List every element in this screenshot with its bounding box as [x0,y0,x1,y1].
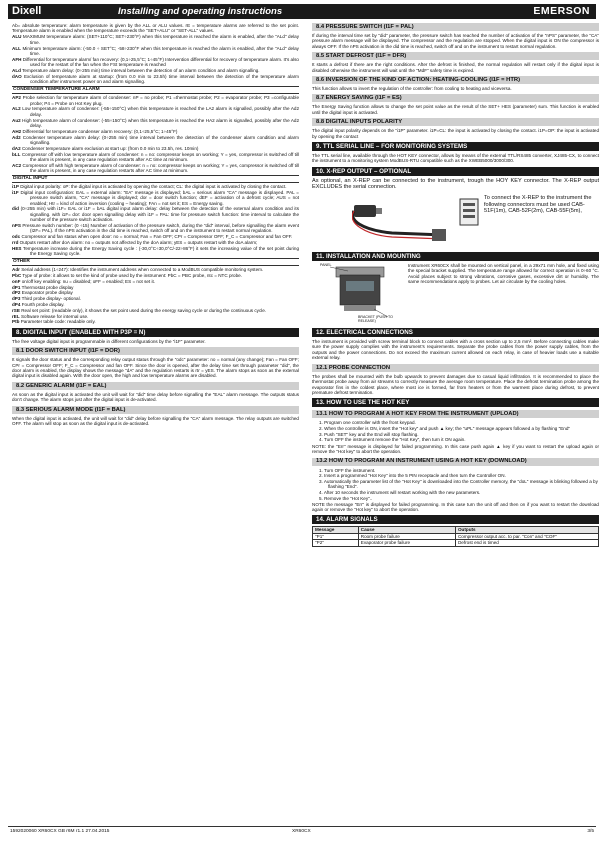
list-item: 3. Push "SET" key and the End will stop flashing. [319,431,419,437]
page-footer [8,826,596,836]
parameter-code: rEL [12,313,20,319]
parameter-description: Condenser temperature alarm delay: (0÷255 min) time interval between the detection of the condenser alarm condition and alarm signalling. [22,134,299,145]
table-row [313,540,599,546]
parameter-entry [12,290,299,295]
intro-text: Ab= absolute temperature: alarm temperature is given by the ALL or ALU values. rE = temperature alarms are referred to the set point. Temperature alarm is enabled when the temperature exceeds the "SET+ALU" or "SET-ALL" values. [12,23,299,34]
bracket-label: BRACKET (PUSH TO RELEASE) [358,315,393,324]
other-parameter-list [12,267,299,325]
section-8-7-text: The Energy Saving function allows to change the set point value as the result of the SET+ HES (parameter) sum. This function is enabled until the digital input is activated. [312,104,599,115]
panel-label: PANEL [320,263,332,268]
parameter-description: Compressor off with high temperature alarm of condenser: n = no: compressor keeps on working; Y = yes, compressor is switched off till the alarm is present, in any case regulation restarts after AC time at minimum. [22,162,299,174]
parameter-code: AP2 [12,95,21,101]
parameter-entry [12,206,299,222]
parameter-entry [12,146,299,151]
parameter-entry [12,223,299,234]
parameter-code: PbC [12,272,22,278]
parameter-description: Software release for internal use. [20,313,89,319]
parameter-code: Ptb [12,319,20,325]
parameter-entry [12,314,299,319]
section-12-heading: 12. ELECTRICAL CONNECTIONS [312,328,599,337]
section-12-1-heading: 12.1 PROBE CONNECTION [312,364,599,372]
parameter-description: Temperature increase during the Energy Saving cycle : (-30,0°C÷30,0°C/-22÷86°F) it sets the increasing value of the set point during the Energy Saving cycle. [23,245,299,257]
parameter-entry [12,129,299,134]
list-item: 5. Remove the "Hot Key".. [319,495,373,501]
footer-doc-code: 1592020060 XR60CX GB r6M r1.1 27.04.2015 [10,829,110,834]
parameter-entry [12,46,299,57]
section-13-2-heading: 13.2 HOW TO PROGRAM AN INSTRUMENT USING A HOT KEY (DOWNLOAD) [312,458,599,466]
parameter-code: ALd [12,68,21,74]
parameter-entry [12,246,299,257]
section-8-6-text: This function allows to invert the regulation of the controller: from cooling to heating and viceversa. [312,86,512,92]
alarm-parameter-list [12,34,299,84]
list-item: 1. Turn OFF the instrument. [319,467,376,473]
list-item: 3. Automatically the parameter list of the "Hot Key" is downloaded into the Controller memory, the "doL" message is blinking followed a by flashing "End". [319,479,598,490]
table-cell: Room probe failure [358,533,455,539]
parameter-description: Low temperature alarm of condenser: (-55÷150°C) when this temperature is reached the LA2 alarm is signalled, possibly after the Ad2 delay. [22,106,299,117]
parameter-code: onF [12,278,21,284]
parameter-code: i1F [12,189,19,195]
section-9-text: The TTL serial line, available through the HOT KEY connector, allows by means of the external TTL/RS485 converter, XJ485-CX, to connect the instrument to a monitoring system ModBUS-RTU compatible such as the XWEB5000/3000/300. [312,153,599,164]
section-8-5-heading: 8.5 START DEFROST (I1F = DFR) [312,52,599,60]
condenser-alarm-heading: CONDENSER TEMPERATURE ALARM [12,86,299,94]
table-cell: "P2" [313,540,359,546]
parameter-description: Fourth probe display. [21,301,65,307]
parameter-code: dAO [12,73,22,79]
list-item: 1. Program one controller with the front keypad. [319,420,416,426]
parameter-entry [12,57,299,68]
parameter-code: AFH [12,56,22,62]
list-item: 4. Turn OFF the instrument remove the "Hot Key", then turn it ON again. [319,437,466,443]
parameter-entry [12,308,299,313]
cable-plug-body [354,205,376,217]
parameter-entry [12,68,299,73]
parameter-description: Compressor off with low temperature alarm of condenser: n = no: compressor keeps on working; Y = yes, compressor is switched off till the alarm is present, in any case regulation restarts after AC time at minimum. [21,151,299,162]
parameter-code: dP3 [12,296,21,302]
section-8-7-heading: 8.7 ENERGY SAVING (I1F = ES) [312,94,599,102]
parameter-code: odc [12,234,21,240]
upload-note: NOTE: the "Err" message is displayed for failed programming. In this case push again ▲ key if you want to restart the upload again or remove the "Hot key" to abort the operation. [312,443,599,455]
alarm-signals-table [312,526,599,546]
parameter-entry [12,267,299,272]
panel-mounting-illustration [318,263,402,323]
parameter-entry [12,34,299,45]
brand-logo-dixell: Dixell [12,5,42,17]
list-item: 4. After 10 seconds the instrument will restart working with the new parameters. [319,490,481,496]
footer-page-number: 3/5 [587,829,594,834]
installation-figure [312,263,599,325]
parameter-description: on/off key enabling: nu = disabled; oFF = enabled; ES = not set it. [21,278,156,284]
parameter-description: Outputs restart after doA alarm: no = outputs not affected by the doA alarm; yES = outputs restart with the doA alarm; [19,240,258,246]
cable-terminal [432,229,446,241]
parameter-description: Serial address (1÷247): Identifies the instrument address when connected to a ModBUS compatible monitoring system. [21,267,264,273]
section-8-1-text: It signals the door status and the corresponding relay output status through the "odc" parameter: no = normal (any change); Fan = Fan OFF; CPr = Compressor OFF; F_C = Compressor and fan OFF. Since the door is opened, after the delay time set through parameter "did", the door alarm is enabled, the display shows the message "dA" and the regulation restarts is rtr = yES. The alarm stops as soon as the external digital input is disabled again. With the door open, the high and low temperature alarms are disabled. [12,357,299,379]
parameter-description: MAXIMUM temperature alarm: (SET+110°C; SET÷230°F) when this temperature is reached the alarm is enabled, after the "ALd" delay time. [22,34,299,45]
parameter-code: AC2 [12,162,22,168]
parameter-description: Real set point: (readable only), it shows the set point used during the energy saving cycle or during the continuous cycle. [21,307,267,313]
page-header [8,4,596,19]
parameter-code: did [12,206,19,212]
mounting-bracket [344,305,376,311]
section-8-4-text: If during the interval time set by "did" parameter, the pressure switch has reached the number of activation of the "nPS" parameter, the "CA" pressure alarm message will be displayed. The compressor and the regulation are stopped. When the digital input is ON the compressor is always OFF. If the nPS activation in the did time is reached, switch off and on the instrument to restart normal regulation. [312,33,599,49]
parameter-description: Differential for temperature alarm/ fan recovery: (0,1÷25,5°C; 1÷45°F) Intervention differential for recovery of temperature alarm. It's also used for the restart of the fan when the FSt temperature is reached [22,56,299,68]
section-11-heading: 11. INSTALLATION AND MOUNTING [312,252,599,261]
parameter-description: Exclusion of temperature alarm at startup: (from 0.0 min to 23.5h) time interval between the detection of the temperature alarm condition after instrument power on and alarm signalling. [23,73,299,85]
parameter-description: Digital input configuration: EAL = external alarm: "EA" message is displayed; bAL = serious alarm "CA" message is displayed. PAL = pressure switch alarm, "CA" message is displayed; dor = door switch function; dEF = activation of a defrost cycle; AUS = not enabled; Htr = kind of action inversion (cooling – heating); FAn = not set it; ES = Energy saving. [20,189,299,206]
section-8-2-text: As soon as the digital input is activated the unit will wait for "did" time delay before signalling the "EAL" alarm message. The outputs status don't change. The alarm stops just after the digital input is de-activated. [12,391,299,403]
table-cell: "P1" [313,533,359,539]
parameter-description: Type of probe: it allows to set the kind of probe used by the instrument: PbC = PBC probe, ntc = NTC probe. [22,272,242,278]
section-8-6-heading: 8.6 INVERSION OF THE KIND OF ACTION: HEATING-COOLING (I1F = HTR) [312,76,599,84]
xrep-connection-figure [312,193,599,249]
parameter-description: Probe selection for temperature alarm of condenser: nP = no probe; P1 =thermostat probe; P2 = evaporator probe; P3 =configurable probe; P4 = Probe on Hot Key plug. [22,95,299,106]
download-note: NOTE the message "Err" is displayed for failed programming. In this case turn the unit off and then on if you want to restart the download again or remove the "Hot key" to abort the operation. [312,501,599,512]
parameter-entry [12,285,299,290]
parameter-entry [12,279,299,284]
parameter-code: dP4 [12,301,21,307]
parameter-entry [12,234,299,239]
section-10-heading: 10. X-REP OUTPUT – OPTIONAL [312,167,599,176]
parameter-description: Thermostat probe display [21,284,74,290]
parameter-code: HES [12,245,22,251]
parameter-entry [12,273,299,278]
list-item: 2. When the controller is ON, insert the "Hot key" and push ▲ key; the "uPL" message appears followed a by flashing "End" [319,426,571,432]
instrument-display [346,281,374,291]
parameter-code: nPS [12,223,21,229]
xrep-connector-note: To connect the X-REP to the instrument the following connectors must be used CAB-51F(1m), CAB-52F(2m), CAB-55F(5m), [484,195,592,215]
section-8-3-heading: 8.3 SERIOUS ALARM MODE (I1F = BAL) [12,406,299,414]
section-11-text: Instrument XR60CX shall be mounted on vertical panel, in a 29x71 mm hole, and fixed using the special bracket supplied. The temperature range allowed for correct operation is 0÷60 °C. Avoid places subject to strong vibrations, corrosive gases, excessive dirt or humidity. The same recommendations apply to probes. Let air circulate by the cooling holes. [408,263,599,285]
parameter-entry [12,163,299,174]
parameter-entry [12,95,299,106]
right-column [312,23,599,823]
parameter-description: Compressor and fan status when open door: no = normal; Fan = Fan OFF; CPr = Compressor OFF; F_C = Compressor and fan OFF. [21,234,293,240]
section-8-5-text: It starts a defrost if there are the right conditions. After the defrost is finished, the normal regulation will restart only if the digital input is disabled otherwise the instrument will wait until the "MdF" safety time is expired. [312,62,599,73]
brand-logo-emerson: EMERSON [533,5,590,17]
footer-model: XR60CX [292,829,311,834]
parameter-code: AH2 [12,128,22,134]
section-13-heading: 13. HOW TO USE THE HOT KEY [312,398,599,407]
table-cell: Defrost end is timed [455,540,598,546]
parameter-entry [12,74,299,85]
parameter-description: (0÷255 min) with i1F= EAL or i1F = bAL digital input alarm delay: delay between the detection of the external alarm condition and its signalling. with i1F= dor: door open signalling delay with i1F = PAL: time for pressure switch function: time interval to calculate the number of the pressure switch activation. [20,206,299,223]
upload-steps-list [312,420,599,443]
parameter-description: Parameter table code: readable only. [20,319,96,325]
parameter-entry [12,135,299,146]
column-header: Cause [358,527,455,533]
parameter-code: Adr [12,267,20,273]
other-heading: OTHER [12,258,299,266]
section-8-3-text: When the digital input is activated, the unit will wait for "did" delay before signalling the "CA" alarm message. The relay outputs are switched OFF. The alarm will stop as soon as the digital input is de-activated. [12,415,299,426]
section-8-4-heading: 8.4 PRESSURE SWITCH (I1F = PAL) [312,23,599,31]
parameter-description: Digital input polarity: oP: the digital input is activated by opening the contact; CL: the digital input is activated by closing the contact. [20,184,287,190]
parameter-code: AL2 [12,106,21,112]
parameter-entry [12,106,299,117]
parameter-code: ALL [12,45,21,51]
section-8-2-heading: 8.2 GENERIC ALARM (I1F = EAL) [12,382,299,390]
parameter-entry [12,118,299,129]
parameter-entry [12,184,299,189]
xrep-cable-illustration [352,195,448,245]
parameter-code: Au2 [12,117,21,123]
cable-plug-tip [376,208,382,214]
parameter-entry [12,296,299,301]
parameter-code: dP2 [12,290,21,296]
parameter-description: Temperature alarm delay: (0÷255 min) time interval between the detection of an alarm condition and alarm signalling. [22,68,260,74]
parameter-description: High temperature alarm of condenser: (-55÷150°C) when this temperature is reached the HA2 alarm is signalled, possibly after the Ad2 delay. [22,117,299,128]
parameter-code: rSE [12,307,20,313]
parameter-entry [12,190,299,206]
parameter-description: Differential for temperature condenser alarm recovery: (0,1÷25,5°C; 1÷45°F) [22,128,178,134]
section-8-heading: 8. DIGITAL INPUT (ENABLED WITH P3P = N) [12,328,299,337]
section-8-8-heading: 8.8 DIGITAL INPUTS POLARITY [312,118,599,126]
parameter-entry [12,319,299,324]
table-cell: Evaporator probe failure [358,540,455,546]
section-9-heading: 9. TTL SERIAL LINE – FOR MONITORING SYSTEMS [312,142,599,151]
column-header: Message [313,527,359,533]
section-8-text: The free voltage digital input is programmable in different configurations by the "i1F" parameter. [12,338,206,344]
section-8-8-text: The digital input polarity depends on the "i1P" parameter. i1P=CL: the input is activated by closing the contact. i1P=OP: the input is activated by opening the contact [312,128,599,139]
parameter-description: Evaporator probe display [21,290,73,296]
xrep-connector-icon [458,197,480,227]
section-13-1-heading: 13.1 HOW TO PROGRAM A HOT KEY FROM THE INSTRUMENT (UPLOAD) [312,410,599,418]
parameter-entry [12,152,299,163]
parameter-code: dA2 [12,145,21,151]
parameter-code: rrd [12,240,19,246]
condenser-parameter-list [12,95,299,173]
header-title: Installing and operating instructions [118,6,283,17]
digital-input-heading: DIGITAL INPUT [12,175,299,183]
list-item: 2. Insert a programmed "Hot Key" into the 5 PIN receptacle and then turn the Controller ON. [319,473,506,479]
parameter-description: Condenser temperature alarm exclusion at start up: (from 0.0 min to 23.5h, res. 10min) [21,145,199,151]
section-8-1-heading: 8.1 DOOR SWITCH INPUT (I1F = DOR) [12,347,299,355]
parameter-description: Pressure switch number: (0 ÷15) Number of activation of the pressure switch, during the "did" interval, before signalling the alarm event (I2F= PAL). If the nPS activation in the did time is reached, switch off and on the instrument to restart normal regulation. [22,223,299,234]
section-12-1-text: The probes shall be mounted with the bulb upwards to prevent damages due to casual liquid infiltration. It is recommended to place the thermostat probe away from air streams to correctly measure the average room temperature. Place the defrost termination probe among the evaporator fins in the coldest place, where most ice is formed, far from heaters or from the warmest place during defrost, to prevent premature defrost termination. [312,373,599,395]
parameter-code: dP1 [12,284,21,290]
download-steps-list [312,468,599,502]
parameter-description: Third probe display- optional. [21,296,81,302]
parameter-code: i1P [12,184,19,190]
parameter-entry [12,240,299,245]
parameter-description: Minimum temperature alarm: (-50.0 ÷ SET°C; -58÷230°F when this temperature is reached the alarm is enabled, after the "ALd" delay time. [22,45,299,57]
parameter-code: Ad2 [12,134,21,140]
left-column [12,23,299,823]
section-10-text: As optional, an X-REP can be connected to the instrument, trough the HOY KEY connector. The X-REP output EXCLUDES the serial connection. [312,177,599,191]
section-14-heading: 14. ALARM SIGNALS [312,515,599,524]
parameter-entry [12,302,299,307]
table-cell: Compressor output acc. to par. "Con" and "COF" [455,533,598,539]
digital-input-parameter-list [12,184,299,257]
column-header: Outputs [455,527,598,533]
section-12-text: The instrument is provided with screw terminal block to connect cables with a cross section up to 2,5 mm². Before connecting cables make sure the power supply complies with the instrument's requirements. Separate the probe cables from the power supply cables, from the outputs and the power connections. Do not exceed the maximum current allowed on each relay, in case of heavier loads use a suitable external relay. [312,339,599,361]
parameter-code: ALU [12,34,22,40]
parameter-code: bLL [12,151,21,157]
